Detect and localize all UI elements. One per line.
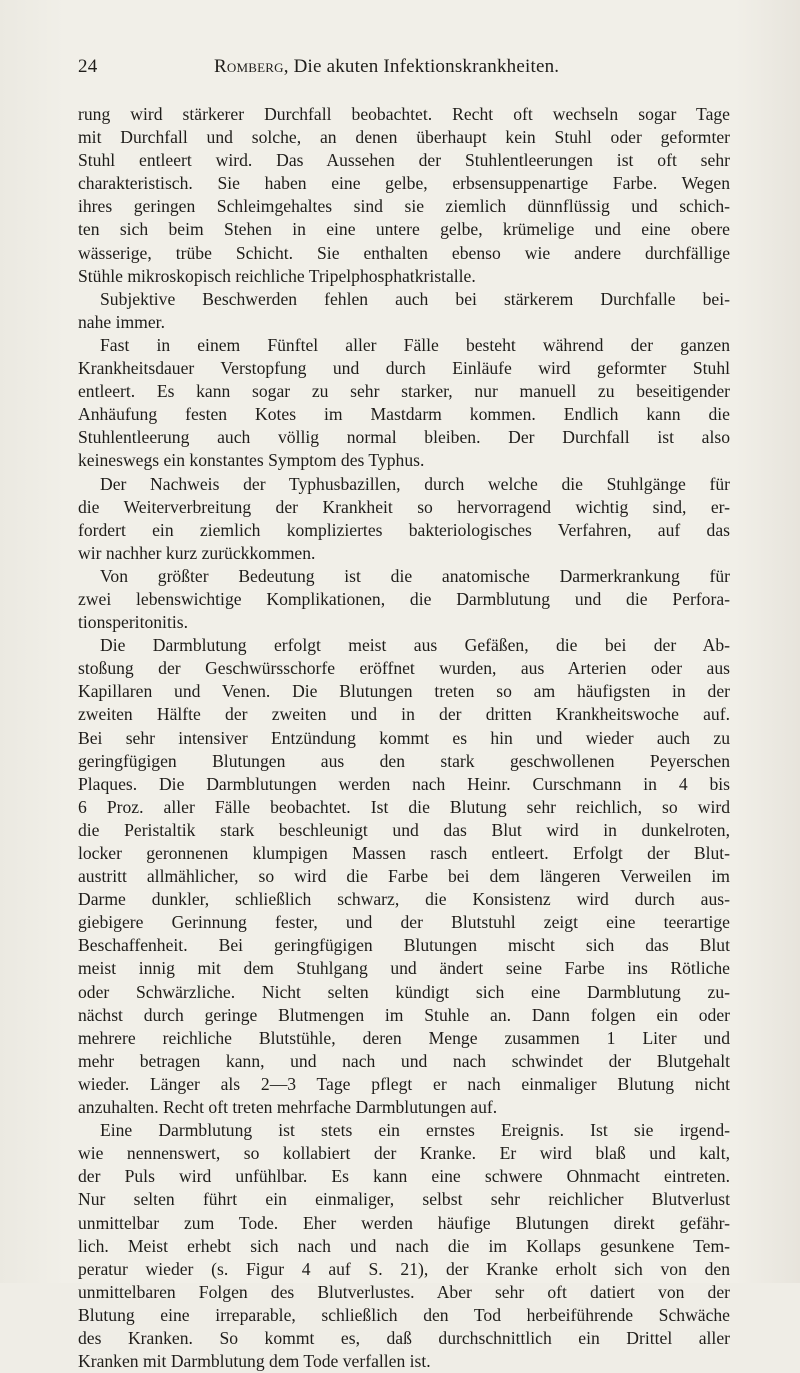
text-line: mehr betragen kann, und nach und nach schwindet der Blutgehalt: [78, 1050, 730, 1071]
paragraph: [78, 103, 730, 288]
text-line: ihres geringen Schleimgehaltes sind sie ziemlich dünnflüssig und schich-: [78, 196, 730, 217]
text-line: Die Darmblutung erfolgt meist aus Gefäßen, die bei der Ab-: [100, 635, 730, 656]
text-line: unmittelbar zum Tode. Eher werden häufige Blutungen direkt gefähr-: [78, 1212, 730, 1233]
text-line: mehrere reichliche Blutstühle, deren Menge zusammen 1 Liter und: [78, 1027, 730, 1048]
text-line: fordert ein ziemlich kompliziertes bakteriologisches Verfahren, auf das: [78, 519, 730, 540]
page-number: 24: [78, 56, 98, 77]
author-name: Romberg: [214, 56, 284, 77]
text-line: Plaques. Die Darmblutungen werden nach Heinr. Curschmann in 4 bis: [78, 773, 730, 794]
text-line: Blutung eine irreparable, schließlich den Tod herbeiführende Schwäche: [78, 1304, 730, 1325]
paragraph: [78, 634, 730, 1119]
text-line: unmittelbaren Folgen des Blutverlustes. Aber sehr oft datiert von der: [78, 1281, 730, 1302]
text-line: des Kranken. So kommt es, daß durchschnittlich ein Drittel aller: [78, 1327, 730, 1348]
text-line: Beschaffenheit. Bei geringfügigen Blutungen mischt sich das Blut: [78, 935, 730, 956]
text-line: wir nachher kurz zurückkommen.: [78, 542, 316, 563]
text-line: die Peristaltik stark beschleunigt und das Blut wird in dunkelroten,: [78, 819, 730, 840]
text-line: stoßung der Geschwürsschorfe eröffnet wurden, aus Arterien oder aus: [78, 658, 730, 679]
text-line: keineswegs ein konstantes Symptom des Typhus.: [78, 450, 425, 471]
text-line: zweiten Hälfte der zweiten und in der dritten Krankheitswoche auf.: [78, 704, 730, 725]
text-line: Darme dunkler, schließlich schwarz, die Konsistenz wird durch aus-: [78, 889, 730, 910]
text-line: tionsperitonitis.: [78, 612, 188, 633]
text-line: Kranken mit Darmblutung dem Tode verfallen ist.: [78, 1351, 431, 1372]
text-line: charakteristisch. Sie haben eine gelbe, erbsensuppenartige Farbe. Wegen: [78, 173, 730, 194]
text-line: austritt allmählicher, so wird die Farbe bei dem längeren Verweilen im: [78, 866, 730, 887]
text-line: wie nennenswert, so kollabiert der Kranke. Er wird blaß und kalt,: [78, 1143, 730, 1164]
text-line: Krankheitsdauer Verstopfung und durch Einläufe wird geformter Stuhl: [78, 358, 730, 379]
text-line: zwei lebenswichtige Komplikationen, die Darmblutung und die Perfora-: [78, 588, 730, 609]
text-line: Von größter Bedeutung ist die anatomische Darmerkrankung für: [100, 565, 730, 586]
text-line: die Weiterverbreitung der Krankheit so hervorragend wichtig sind, er-: [78, 496, 730, 517]
text-line: meist innig mit dem Stuhlgang und ändert seine Farbe ins Rötliche: [78, 958, 730, 979]
text-line: Anhäufung festen Kotes im Mastdarm kommen. Endlich kann die: [78, 404, 730, 425]
text-line: entleert. Es kann sogar zu sehr starker, nur manuell zu beseitigender: [78, 381, 730, 402]
text-line: wässerige, trübe Schicht. Sie enthalten ebenso wie andere durchfällige: [78, 242, 730, 263]
running-title: [214, 56, 559, 78]
text-line: Stuhlentleerung auch völlig normal bleiben. Der Durchfall ist also: [78, 427, 730, 448]
text-line: Eine Darmblutung ist stets ein ernstes Ereignis. Ist sie irgend-: [100, 1120, 730, 1141]
text-line: nahe immer.: [78, 311, 165, 332]
text-line: Fast in einem Fünftel aller Fälle besteht während der ganzen: [100, 334, 730, 355]
text-line: anzuhalten. Recht oft treten mehrfache Darmblutungen auf.: [78, 1097, 498, 1118]
text-line: rung wird stärkerer Durchfall beobachtet. Recht oft wechseln sogar Tage: [78, 104, 730, 124]
book-title: , Die akuten Infektionskrankheiten.: [283, 56, 560, 77]
text-line: locker geronnenen klumpigen Massen rasch entleert. Erfolgt der Blut-: [78, 843, 730, 863]
text-line: Stuhl entleert wird. Das Aussehen der Stuhlentleerungen ist oft sehr: [78, 150, 730, 171]
paragraph: [78, 473, 730, 565]
paragraph: [78, 565, 730, 634]
text-line: lich. Meist erhebt sich nach und nach die im Kollaps gesunkene Tem-: [78, 1235, 730, 1256]
body-text: [78, 103, 730, 1373]
paragraph: [78, 334, 730, 473]
text-line: mit Durchfall und solche, an denen überhaupt kein Stuhl oder geformter: [78, 127, 730, 148]
text-line: Stühle mikroskopisch reichliche Tripelphosphatkristalle.: [78, 265, 476, 286]
text-line: der Puls wird unfühlbar. Es kann eine schwere Ohnmacht eintreten.: [78, 1166, 730, 1187]
text-line: geringfügigen Blutungen aus den stark geschwollenen Peyerschen: [78, 750, 730, 771]
text-line: nächst durch geringe Blutmengen im Stuhle an. Dann folgen ein oder: [78, 1004, 730, 1025]
text-line: peratur wieder (s. Figur 4 auf S. 21), der Kranke erholt sich von den: [78, 1258, 730, 1279]
text-line: Nur selten führt ein einmaliger, selbst sehr reichlicher Blutverlust: [78, 1189, 730, 1210]
running-header: [78, 56, 728, 86]
text-line: oder Schwärzliche. Nicht selten kündigt sich eine Darmblutung zu-: [78, 981, 730, 1002]
text-line: giebigere Gerinnung fester, und der Blutstuhl zeigt eine teerartige: [78, 912, 730, 933]
paragraph: [78, 1119, 730, 1373]
text-line: 6 Proz. aller Fälle beobachtet. Ist die Blutung sehr reichlich, so wird: [78, 796, 730, 817]
text-line: Der Nachweis der Typhusbazillen, durch welche die Stuhlgänge für: [100, 473, 730, 494]
paragraph: [78, 288, 730, 334]
text-line: Bei sehr intensiver Entzündung kommt es hin und wieder auch zu: [78, 727, 730, 748]
text-line: ten sich beim Stehen in eine untere gelbe, krümelige und eine obere: [78, 219, 730, 240]
text-line: Subjektive Beschwerden fehlen auch bei stärkerem Durchfalle bei-: [100, 288, 730, 309]
text-line: Kapillaren und Venen. Die Blutungen treten so am häufigsten in der: [78, 681, 730, 702]
text-line: wieder. Länger als 2—3 Tage pflegt er nach einmaliger Blutung nicht: [78, 1073, 730, 1094]
